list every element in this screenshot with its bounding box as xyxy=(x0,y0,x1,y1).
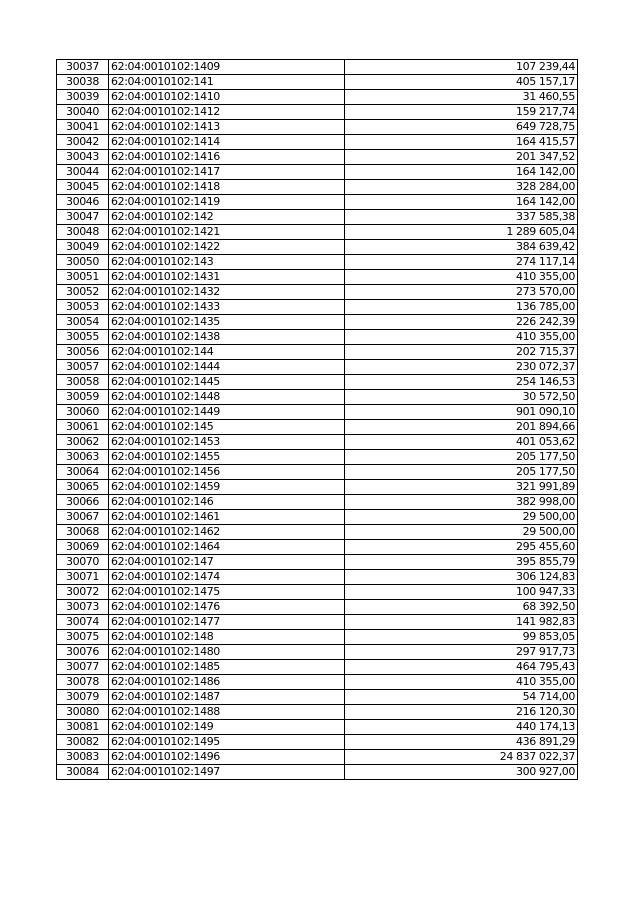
table-row xyxy=(57,645,578,660)
table-row xyxy=(57,240,578,255)
cadastral-value-cell: 230 072,37 xyxy=(345,360,578,375)
row-number-cell: 30039 xyxy=(57,90,109,105)
cadastral-number-cell: 62:04:0010102:1497 xyxy=(109,765,345,780)
table-row xyxy=(57,525,578,540)
cadastral-number-cell: 62:04:0010102:1453 xyxy=(109,435,345,450)
cadastral-value-cell: 273 570,00 xyxy=(345,285,578,300)
row-number-cell: 30076 xyxy=(57,645,109,660)
cadastral-number-cell: 62:04:0010102:143 xyxy=(109,255,345,270)
cadastral-number-cell: 62:04:0010102:1477 xyxy=(109,615,345,630)
row-number-cell: 30038 xyxy=(57,75,109,90)
cadastral-number-cell: 62:04:0010102:1488 xyxy=(109,705,345,720)
cadastral-value-cell: 395 855,79 xyxy=(345,555,578,570)
cadastral-value-cell: 107 239,44 xyxy=(345,60,578,75)
cadastral-value-cell: 141 982,83 xyxy=(345,615,578,630)
row-number-cell: 30037 xyxy=(57,60,109,75)
row-number-cell: 30070 xyxy=(57,555,109,570)
row-number-cell: 30046 xyxy=(57,195,109,210)
cadastral-number-cell: 62:04:0010102:1444 xyxy=(109,360,345,375)
row-number-cell: 30077 xyxy=(57,660,109,675)
cadastral-value-table xyxy=(56,59,578,780)
table-row xyxy=(57,330,578,345)
cadastral-value-cell: 405 157,17 xyxy=(345,75,578,90)
cadastral-number-cell: 62:04:0010102:1496 xyxy=(109,750,345,765)
cadastral-value-cell: 205 177,50 xyxy=(345,450,578,465)
cadastral-value-cell: 159 217,74 xyxy=(345,105,578,120)
cadastral-number-cell: 62:04:0010102:1449 xyxy=(109,405,345,420)
cadastral-value-cell: 410 355,00 xyxy=(345,330,578,345)
table-row xyxy=(57,315,578,330)
cadastral-number-cell: 62:04:0010102:144 xyxy=(109,345,345,360)
cadastral-number-cell: 62:04:0010102:1410 xyxy=(109,90,345,105)
cadastral-value-cell: 328 284,00 xyxy=(345,180,578,195)
cadastral-value-cell: 436 891,29 xyxy=(345,735,578,750)
cadastral-value-cell: 226 242,39 xyxy=(345,315,578,330)
table-row xyxy=(57,675,578,690)
cadastral-number-cell: 62:04:0010102:1476 xyxy=(109,600,345,615)
table-row xyxy=(57,270,578,285)
table-row xyxy=(57,555,578,570)
table-row xyxy=(57,450,578,465)
cadastral-value-cell: 202 715,37 xyxy=(345,345,578,360)
row-number-cell: 30064 xyxy=(57,465,109,480)
cadastral-value-cell: 254 146,53 xyxy=(345,375,578,390)
table-body xyxy=(57,60,578,780)
row-number-cell: 30055 xyxy=(57,330,109,345)
cadastral-value-cell: 410 355,00 xyxy=(345,270,578,285)
cadastral-value-cell: 201 894,66 xyxy=(345,420,578,435)
cadastral-value-cell: 440 174,13 xyxy=(345,720,578,735)
cadastral-number-cell: 62:04:0010102:1455 xyxy=(109,450,345,465)
cadastral-value-cell: 464 795,43 xyxy=(345,660,578,675)
table-row xyxy=(57,750,578,765)
row-number-cell: 30080 xyxy=(57,705,109,720)
cadastral-value-cell: 164 415,57 xyxy=(345,135,578,150)
row-number-cell: 30071 xyxy=(57,570,109,585)
table-row xyxy=(57,360,578,375)
cadastral-value-cell: 30 572,50 xyxy=(345,390,578,405)
row-number-cell: 30041 xyxy=(57,120,109,135)
table-row xyxy=(57,705,578,720)
cadastral-number-cell: 62:04:0010102:146 xyxy=(109,495,345,510)
cadastral-value-cell: 901 090,10 xyxy=(345,405,578,420)
table-row xyxy=(57,180,578,195)
cadastral-number-cell: 62:04:0010102:1414 xyxy=(109,135,345,150)
table-row xyxy=(57,660,578,675)
table-row xyxy=(57,720,578,735)
cadastral-number-cell: 62:04:0010102:1448 xyxy=(109,390,345,405)
cadastral-value-cell: 164 142,00 xyxy=(345,165,578,180)
table-row xyxy=(57,615,578,630)
cadastral-number-cell: 62:04:0010102:1445 xyxy=(109,375,345,390)
table-row xyxy=(57,345,578,360)
row-number-cell: 30072 xyxy=(57,585,109,600)
row-number-cell: 30082 xyxy=(57,735,109,750)
cadastral-number-cell: 62:04:0010102:1412 xyxy=(109,105,345,120)
cadastral-number-cell: 62:04:0010102:1432 xyxy=(109,285,345,300)
cadastral-number-cell: 62:04:0010102:1456 xyxy=(109,465,345,480)
cadastral-number-cell: 62:04:0010102:1431 xyxy=(109,270,345,285)
table-row xyxy=(57,195,578,210)
row-number-cell: 30058 xyxy=(57,375,109,390)
row-number-cell: 30075 xyxy=(57,630,109,645)
table-row xyxy=(57,480,578,495)
cadastral-value-cell: 164 142,00 xyxy=(345,195,578,210)
table-row xyxy=(57,120,578,135)
cadastral-number-cell: 62:04:0010102:149 xyxy=(109,720,345,735)
cadastral-number-cell: 62:04:0010102:1474 xyxy=(109,570,345,585)
row-number-cell: 30042 xyxy=(57,135,109,150)
table-row xyxy=(57,210,578,225)
table-row xyxy=(57,255,578,270)
table-row xyxy=(57,375,578,390)
table-row xyxy=(57,105,578,120)
cadastral-value-cell: 31 460,55 xyxy=(345,90,578,105)
cadastral-number-cell: 62:04:0010102:1485 xyxy=(109,660,345,675)
cadastral-value-cell: 201 347,52 xyxy=(345,150,578,165)
row-number-cell: 30060 xyxy=(57,405,109,420)
cadastral-number-cell: 62:04:0010102:1461 xyxy=(109,510,345,525)
row-number-cell: 30048 xyxy=(57,225,109,240)
table-row xyxy=(57,150,578,165)
cadastral-number-cell: 62:04:0010102:1417 xyxy=(109,165,345,180)
cadastral-number-cell: 62:04:0010102:1435 xyxy=(109,315,345,330)
row-number-cell: 30073 xyxy=(57,600,109,615)
cadastral-number-cell: 62:04:0010102:1438 xyxy=(109,330,345,345)
cadastral-value-cell: 24 837 022,37 xyxy=(345,750,578,765)
row-number-cell: 30067 xyxy=(57,510,109,525)
table-row xyxy=(57,510,578,525)
row-number-cell: 30044 xyxy=(57,165,109,180)
row-number-cell: 30063 xyxy=(57,450,109,465)
table-row xyxy=(57,630,578,645)
row-number-cell: 30078 xyxy=(57,675,109,690)
table-row xyxy=(57,225,578,240)
row-number-cell: 30069 xyxy=(57,540,109,555)
cadastral-value-cell: 29 500,00 xyxy=(345,510,578,525)
cadastral-value-cell: 29 500,00 xyxy=(345,525,578,540)
cadastral-value-cell: 295 455,60 xyxy=(345,540,578,555)
row-number-cell: 30043 xyxy=(57,150,109,165)
table-row xyxy=(57,465,578,480)
row-number-cell: 30056 xyxy=(57,345,109,360)
cadastral-value-cell: 384 639,42 xyxy=(345,240,578,255)
cadastral-value-cell: 216 120,30 xyxy=(345,705,578,720)
cadastral-value-cell: 306 124,83 xyxy=(345,570,578,585)
cadastral-value-cell: 100 947,33 xyxy=(345,585,578,600)
cadastral-value-cell: 649 728,75 xyxy=(345,120,578,135)
table-row xyxy=(57,600,578,615)
row-number-cell: 30066 xyxy=(57,495,109,510)
cadastral-value-cell: 1 289 605,04 xyxy=(345,225,578,240)
table-row xyxy=(57,495,578,510)
table-row xyxy=(57,690,578,705)
cadastral-number-cell: 62:04:0010102:1459 xyxy=(109,480,345,495)
table-row xyxy=(57,405,578,420)
cadastral-value-cell: 297 917,73 xyxy=(345,645,578,660)
table-row xyxy=(57,75,578,90)
row-number-cell: 30045 xyxy=(57,180,109,195)
table-row xyxy=(57,570,578,585)
row-number-cell: 30057 xyxy=(57,360,109,375)
cadastral-number-cell: 62:04:0010102:1421 xyxy=(109,225,345,240)
cadastral-value-cell: 401 053,62 xyxy=(345,435,578,450)
cadastral-value-cell: 54 714,00 xyxy=(345,690,578,705)
row-number-cell: 30061 xyxy=(57,420,109,435)
row-number-cell: 30084 xyxy=(57,765,109,780)
cadastral-value-cell: 321 991,89 xyxy=(345,480,578,495)
cadastral-number-cell: 62:04:0010102:1419 xyxy=(109,195,345,210)
row-number-cell: 30050 xyxy=(57,255,109,270)
cadastral-number-cell: 62:04:0010102:1495 xyxy=(109,735,345,750)
cadastral-number-cell: 62:04:0010102:1480 xyxy=(109,645,345,660)
table-row xyxy=(57,60,578,75)
row-number-cell: 30040 xyxy=(57,105,109,120)
cadastral-value-cell: 337 585,38 xyxy=(345,210,578,225)
cadastral-number-cell: 62:04:0010102:1475 xyxy=(109,585,345,600)
table-row xyxy=(57,285,578,300)
cadastral-number-cell: 62:04:0010102:145 xyxy=(109,420,345,435)
row-number-cell: 30052 xyxy=(57,285,109,300)
row-number-cell: 30083 xyxy=(57,750,109,765)
cadastral-value-cell: 274 117,14 xyxy=(345,255,578,270)
table-row xyxy=(57,165,578,180)
table-row xyxy=(57,90,578,105)
cadastral-value-cell: 205 177,50 xyxy=(345,465,578,480)
row-number-cell: 30068 xyxy=(57,525,109,540)
cadastral-number-cell: 62:04:0010102:1433 xyxy=(109,300,345,315)
table-row xyxy=(57,135,578,150)
cadastral-value-cell: 136 785,00 xyxy=(345,300,578,315)
cadastral-number-cell: 62:04:0010102:1487 xyxy=(109,690,345,705)
row-number-cell: 30047 xyxy=(57,210,109,225)
cadastral-number-cell: 62:04:0010102:1416 xyxy=(109,150,345,165)
table-row xyxy=(57,765,578,780)
row-number-cell: 30062 xyxy=(57,435,109,450)
cadastral-value-cell: 382 998,00 xyxy=(345,495,578,510)
row-number-cell: 30065 xyxy=(57,480,109,495)
row-number-cell: 30059 xyxy=(57,390,109,405)
cadastral-number-cell: 62:04:0010102:1486 xyxy=(109,675,345,690)
cadastral-number-cell: 62:04:0010102:148 xyxy=(109,630,345,645)
cadastral-value-cell: 68 392,50 xyxy=(345,600,578,615)
cadastral-number-cell: 62:04:0010102:147 xyxy=(109,555,345,570)
table-row xyxy=(57,300,578,315)
cadastral-number-cell: 62:04:0010102:142 xyxy=(109,210,345,225)
row-number-cell: 30049 xyxy=(57,240,109,255)
cadastral-number-cell: 62:04:0010102:141 xyxy=(109,75,345,90)
row-number-cell: 30054 xyxy=(57,315,109,330)
table-row xyxy=(57,435,578,450)
row-number-cell: 30074 xyxy=(57,615,109,630)
row-number-cell: 30081 xyxy=(57,720,109,735)
cadastral-number-cell: 62:04:0010102:1464 xyxy=(109,540,345,555)
cadastral-number-cell: 62:04:0010102:1462 xyxy=(109,525,345,540)
table-row xyxy=(57,540,578,555)
row-number-cell: 30079 xyxy=(57,690,109,705)
cadastral-value-cell: 300 927,00 xyxy=(345,765,578,780)
cadastral-number-cell: 62:04:0010102:1418 xyxy=(109,180,345,195)
row-number-cell: 30051 xyxy=(57,270,109,285)
cadastral-value-cell: 410 355,00 xyxy=(345,675,578,690)
cadastral-number-cell: 62:04:0010102:1422 xyxy=(109,240,345,255)
row-number-cell: 30053 xyxy=(57,300,109,315)
cadastral-number-cell: 62:04:0010102:1413 xyxy=(109,120,345,135)
cadastral-value-cell: 99 853,05 xyxy=(345,630,578,645)
table-row xyxy=(57,420,578,435)
table-row xyxy=(57,735,578,750)
table-row xyxy=(57,390,578,405)
table-row xyxy=(57,585,578,600)
cadastral-number-cell: 62:04:0010102:1409 xyxy=(109,60,345,75)
